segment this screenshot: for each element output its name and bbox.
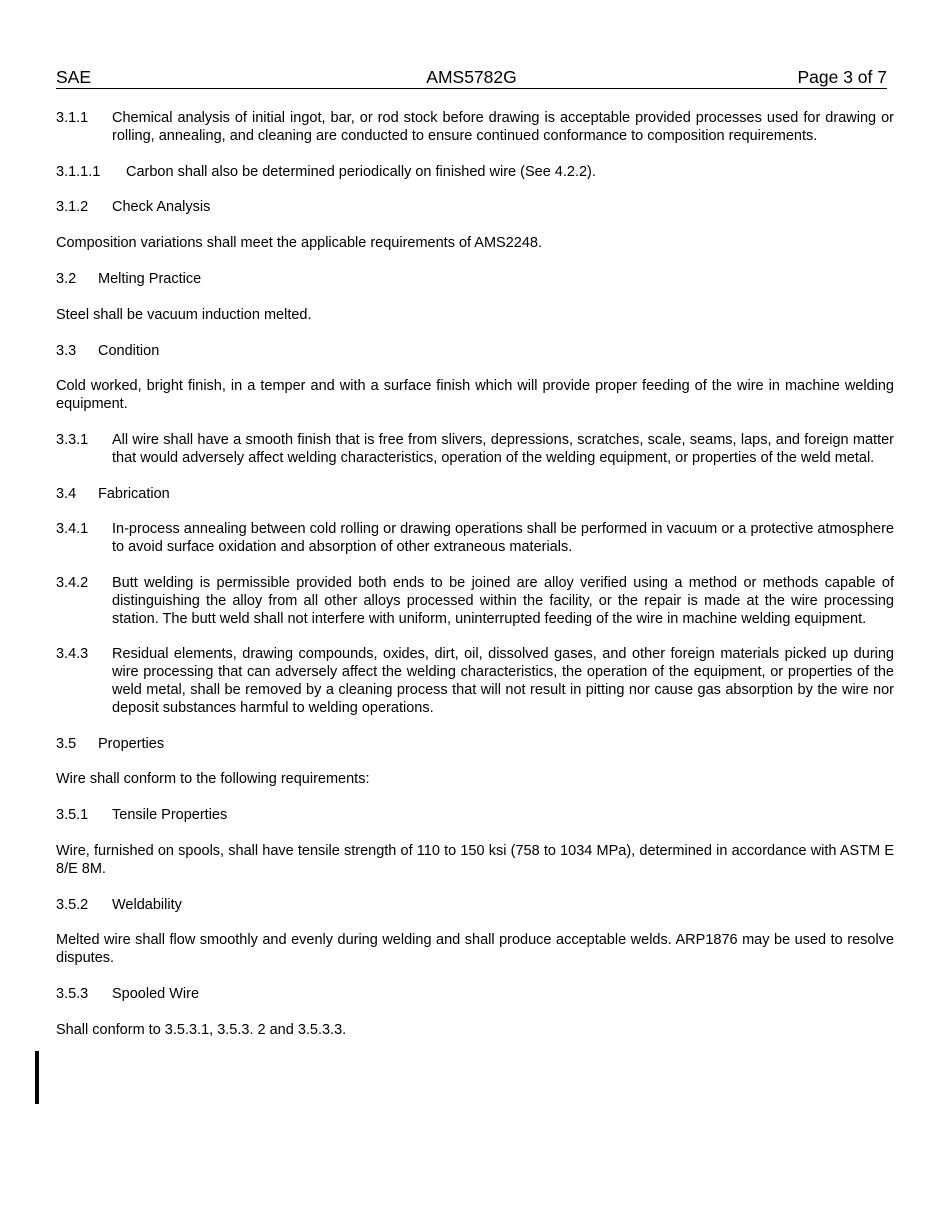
header-page-number: Page 3 of 7 — [797, 67, 887, 87]
section-text: All wire shall have a smooth finish that is free from slivers, depressions, scratches, scale, seams, laps, and foreign matter that would adversely affect welding characteristics, operation of the welding equipment, or properties of the weld metal. — [112, 431, 894, 466]
page-header — [56, 66, 887, 89]
section-3-4-heading — [56, 486, 894, 504]
section-3-3-heading — [56, 343, 894, 361]
section-text: Chemical analysis of initial ingot, bar, or rod stock before drawing is acceptable provided processes used for drawing or rolling, annealing, and cleaning are conducted to ensure continued conformance to composition requirements. — [112, 110, 894, 144]
section-3-5-2-heading — [56, 897, 894, 915]
section-3-1-2-heading — [56, 199, 894, 217]
section-title: Condition — [98, 342, 160, 359]
header-org: SAE — [56, 67, 92, 87]
section-title: Melting Practice — [98, 270, 202, 287]
header-doc-number: AMS5782G — [426, 67, 517, 87]
paragraph: Melted wire shall flow smoothly and evenly during welding and shall produce acceptable welds. ARP1876 may be used to resolve disputes. — [56, 932, 894, 967]
section-3-5-heading — [56, 736, 894, 754]
section-number: 3.3.1 — [56, 431, 89, 448]
paragraph: Shall conform to 3.5.3.1, 3.5.3. 2 and 3.5.3.3. — [56, 1021, 347, 1038]
section-number: 3.5.3 — [56, 985, 89, 1002]
paragraph: Wire, furnished on spools, shall have tensile strength of 110 to 150 ksi (758 to 1034 MPa), determined in accordance with ASTM E 8/E 8M. — [56, 842, 894, 877]
section-text: In-process annealing between cold rolling or drawing operations shall be performed in vacuum or a protective atmosphere to avoid surface oxidation and absorption of other extraneous materials. — [112, 521, 894, 556]
section-number: 3.4.3 — [56, 646, 89, 663]
section-number: 3.5 — [56, 735, 77, 752]
section-title: Spooled Wire — [112, 985, 200, 1002]
section-title: Properties — [98, 735, 165, 752]
document-body — [56, 110, 894, 1058]
section-3-5-1-heading — [56, 807, 894, 825]
paragraph: Cold worked, bright finish, in a temper and with a surface finish which will provide proper feeding of the wire in machine welding equipment. — [56, 378, 894, 413]
section-3-1-1 — [56, 110, 894, 146]
section-number: 3.5.2 — [56, 896, 89, 913]
section-number: 3.3 — [56, 342, 77, 359]
section-text: Carbon shall also be determined periodically on finished wire (See 4.2.2). — [126, 163, 596, 180]
section-title: Weldability — [112, 896, 182, 913]
section-3-4-3 — [56, 646, 894, 717]
section-number: 3.4.1 — [56, 521, 89, 538]
section-3-3-1 — [56, 432, 894, 468]
section-number: 3.2 — [56, 270, 77, 287]
section-text: Butt welding is permissible provided both ends to be joined are alloy verified using a method or methods capable of distinguishing the alloy from all other alloys processed within the facility, or the repair is made at the wire processing station. The butt weld shall not interfere with uniform, uninterrupted feeding of the wire in machine welding equipment. — [112, 574, 894, 627]
section-3-4-2 — [56, 575, 894, 628]
section-3-2-heading — [56, 271, 894, 289]
paragraph: Composition variations shall meet the applicable requirements of AMS2248. — [56, 235, 543, 252]
section-number: 3.4 — [56, 485, 77, 502]
section-number: 3.1.1 — [56, 110, 89, 126]
section-3-4-1 — [56, 521, 894, 557]
paragraph: Steel shall be vacuum induction melted. — [56, 306, 312, 323]
section-title: Tensile Properties — [112, 807, 228, 824]
section-number: 3.1.1.1 — [56, 163, 101, 180]
section-number: 3.5.1 — [56, 807, 89, 824]
section-number: 3.4.2 — [56, 574, 89, 591]
section-title: Check Analysis — [112, 199, 211, 216]
paragraph: Wire shall conform to the following requirements: — [56, 771, 370, 788]
section-title: Fabrication — [98, 485, 170, 502]
section-number: 3.1.2 — [56, 199, 89, 216]
section-3-1-1-1 — [56, 164, 894, 182]
section-3-5-3-heading — [56, 986, 894, 1004]
revision-change-bar — [35, 1051, 39, 1104]
section-text: Residual elements, drawing compounds, oxides, dirt, oil, dissolved gases, and other foreign materials picked up during wire processing that can adversely affect the welding characteristics, the operation of the equipment, or properties of the weld metal, shall be removed by a cleaning process that will not result in pitting nor cause gas absorption by the wire nor deposit substances harmful to welding operations. — [112, 646, 894, 716]
